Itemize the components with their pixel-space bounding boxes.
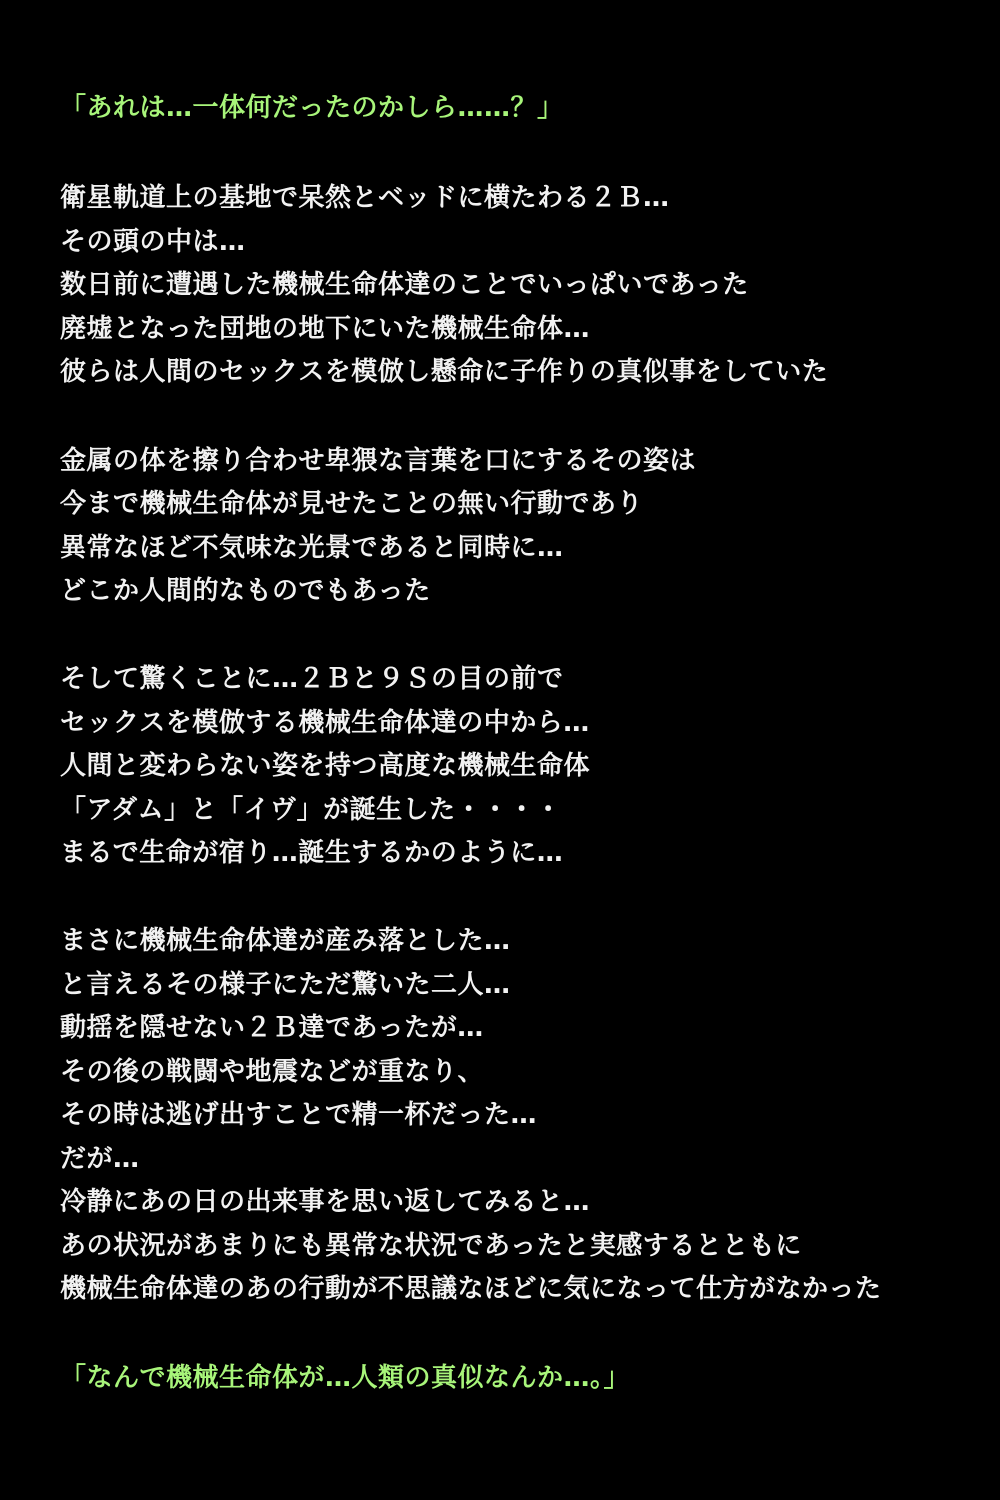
narration-line: 金属の体を擦り合わせ卑猥な言葉を口にするその姿は <box>60 446 697 476</box>
narration-line: 機械生命体達のあの行動が不思議なほどに気になって仕方がなかった <box>60 1274 882 1304</box>
narration-line: その時は逃げ出すことで精一杯だった… <box>60 1100 538 1130</box>
narration-line: 衛星軌道上の基地で呆然とベッドに横たわる２Ｂ… <box>60 183 670 213</box>
narration-line: と言えるその様子にただ驚いた二人… <box>60 970 511 1000</box>
dialogue-opening: 「あれは…一体何だったのかしら……？」 <box>60 93 564 123</box>
narration-line: 「アダム」と「イヴ」が誕生した・・・・ <box>60 795 562 825</box>
narration-line: その後の戦闘や地震などが重なり、 <box>60 1057 485 1087</box>
narration-line: セックスを模倣する機械生命体達の中から… <box>60 708 590 738</box>
narration-line: まさに機械生命体達が産み落とした… <box>60 926 511 956</box>
narration-line: 彼らは人間のセックスを模倣し懸命に子作りの真似事をしていた <box>60 357 829 387</box>
narration-line: 冷静にあの日の出来事を思い返してみると… <box>60 1187 591 1217</box>
narration-line: 廃墟となった団地の地下にいた機械生命体… <box>60 314 591 344</box>
narration-line: その頭の中は… <box>60 227 246 257</box>
narration-line: 異常なほど不気味な光景であると同時に… <box>60 533 564 563</box>
narration-line: まるで生命が宿り…誕生するかのように… <box>60 838 564 868</box>
narration-line: あの状況があまりにも異常な状況であったと実感するとともに <box>60 1231 802 1261</box>
narration-line: 動揺を隠せない２Ｂ達であったが… <box>60 1013 484 1043</box>
dialogue-closing: 「なんで機械生命体が…人類の真似なんか…。」 <box>60 1363 631 1393</box>
narration-line: そして驚くことに…２Ｂと９Ｓの目の前で <box>60 664 564 694</box>
narration-line: どこか人間的なものでもあった <box>60 576 431 606</box>
narration-line: 人間と変わらない姿を持つ高度な機械生命体 <box>60 751 591 781</box>
narration-line: 今まで機械生命体が見せたことの無い行動であり <box>60 489 644 519</box>
narration-line: 数日前に遭遇した機械生命体達のことでいっぱいであった <box>60 270 749 300</box>
narration-line: だが… <box>60 1144 140 1174</box>
